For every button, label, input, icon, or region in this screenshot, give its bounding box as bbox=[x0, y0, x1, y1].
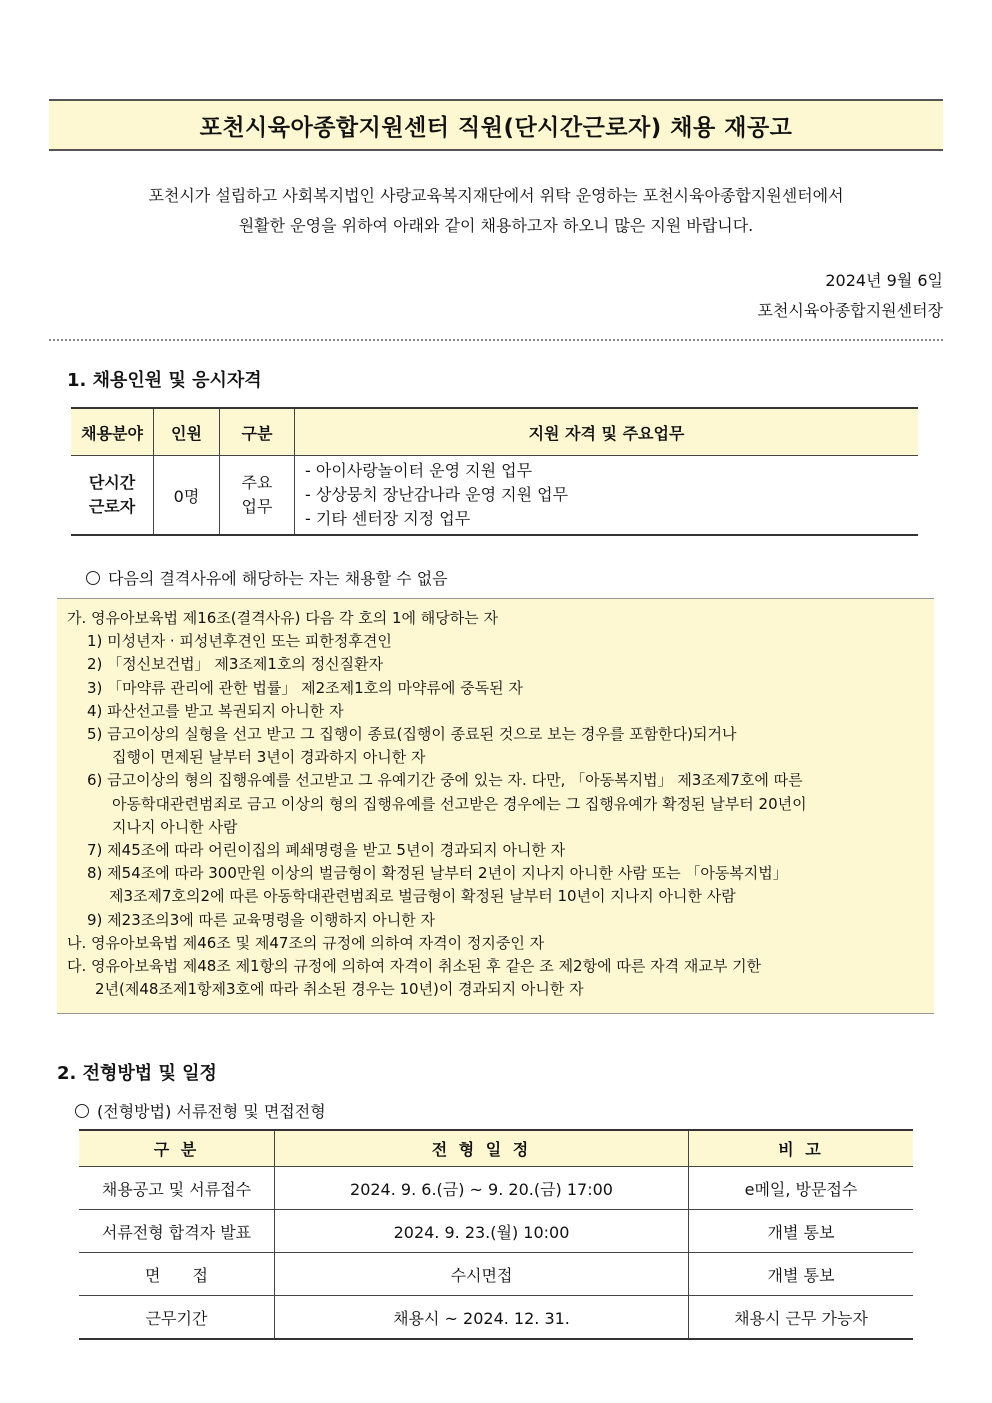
intro-line-1: 포천시가 설립하고 사회복지법인 사랑교육복지재단에서 위탁 운영하는 포천시육아종합지원센터에서 bbox=[148, 186, 844, 205]
selection-method bbox=[75, 1099, 326, 1122]
row-name: 면 접 bbox=[79, 1253, 275, 1296]
header-remarks: 비 고 bbox=[689, 1130, 914, 1167]
recruitment-table-row bbox=[71, 456, 918, 536]
duty-item: - 기타 센터장 지정 업무 bbox=[305, 509, 471, 528]
header-field: 채용분야 bbox=[71, 408, 154, 456]
disq-line: 나. 영유아보육법 제46조 및 제47조의 규정에 의하여 자격이 정지중인 자 bbox=[67, 933, 545, 952]
page-title bbox=[49, 99, 943, 151]
intro-line-2: 원활한 운영을 위하여 아래와 같이 채용하고자 하오니 많은 지원 바랍니다. bbox=[238, 216, 754, 235]
schedule-table-header bbox=[79, 1130, 913, 1167]
disq-line: 제3조제7호의2에 따른 아동학대관련범죄로 벌금형이 확정된 날부터 10년이 지나지 아니한 사람 bbox=[109, 887, 736, 906]
header-schedule: 전 형 일 정 bbox=[275, 1130, 689, 1167]
duty-item: - 아이사랑놀이터 운영 지원 업무 bbox=[305, 461, 533, 480]
disq-line: 아동학대관련범죄로 금고 이상의 형의 집행유예를 선고받은 경우에는 그 집행유예가 확정된 날부터 20년이 bbox=[112, 794, 807, 813]
dotted-divider bbox=[49, 339, 943, 341]
table-row bbox=[79, 1296, 913, 1340]
circle-bullet-icon bbox=[86, 571, 100, 585]
row-note: 채용시 근무 가능자 bbox=[689, 1296, 914, 1340]
disq-line: 다. 영유아보육법 제48조 제1항의 규정에 의하여 자격이 취소된 후 같은 조 제2항에 따른 자격 재교부 기한 bbox=[67, 957, 762, 976]
header-division: 구 분 bbox=[79, 1130, 275, 1167]
field-cell bbox=[71, 456, 154, 536]
intro-paragraph bbox=[49, 181, 943, 241]
disq-line: 2) 「정신보건법」 제3조제1호의 정신질환자 bbox=[87, 655, 384, 674]
row-name: 채용공고 및 서류접수 bbox=[79, 1167, 275, 1210]
disq-line: 8) 제54조에 따라 300만원 이상의 벌금형이 확정된 날부터 2년이 지나지 아니한 사람 또는 「아동복지법」 bbox=[87, 864, 788, 883]
section1-heading: 1. 채용인원 및 응시자격 bbox=[67, 370, 262, 391]
disq-line: 3) 「마약류 관리에 관한 법률」 제2조제1호의 마약류에 중독된 자 bbox=[87, 678, 523, 697]
category-cell bbox=[220, 456, 295, 536]
row-schedule: 2024. 9. 6.(금) ~ 9. 20.(금) 17:00 bbox=[275, 1167, 689, 1210]
row-schedule: 수시면접 bbox=[275, 1253, 689, 1296]
disqualification-note bbox=[86, 566, 448, 589]
disq-line: 집행이 면제된 날부터 3년이 경과하지 아니한 자 bbox=[112, 748, 426, 767]
table-row bbox=[79, 1167, 913, 1210]
row-note: e메일, 방문접수 bbox=[689, 1167, 914, 1210]
row-note: 개별 통보 bbox=[689, 1253, 914, 1296]
disq-line: 가. 영유아보육법 제16조(결격사유) 다음 각 호의 1에 해당하는 자 bbox=[67, 609, 499, 627]
table-row bbox=[79, 1210, 913, 1253]
table-row bbox=[79, 1253, 913, 1296]
page-title-text: 포천시육아종합지원센터 직원(단시간근로자) 채용 재공고 bbox=[199, 114, 793, 141]
field-line-1: 단시간 bbox=[88, 473, 136, 492]
disq-line: 2년(제48조제1항제3호에 따라 취소된 경우는 10년)이 경과되지 아니한 자 bbox=[95, 980, 584, 999]
disq-line: 4) 파산선고를 받고 복권되지 아니한 자 bbox=[87, 701, 344, 720]
duty-item: - 상상뭉치 장난감나라 운영 지원 업무 bbox=[305, 485, 569, 504]
row-schedule: 채용시 ~ 2024. 12. 31. bbox=[275, 1296, 689, 1340]
recruitment-table bbox=[71, 407, 918, 536]
disq-line: 지나지 아니한 사람 bbox=[112, 817, 238, 836]
row-name: 서류전형 합격자 발표 bbox=[79, 1210, 275, 1253]
count-cell: 0명 bbox=[154, 456, 220, 536]
category-line-1: 주요 bbox=[241, 473, 273, 492]
row-name: 근무기간 bbox=[79, 1296, 275, 1340]
header-category: 구분 bbox=[220, 408, 295, 456]
disq-line: 5) 금고이상의 실형을 선고 받고 그 집행이 종료(집행이 종료된 것으로 보는 경우를 포함한다)되거나 bbox=[87, 725, 737, 744]
schedule-table bbox=[79, 1129, 913, 1340]
disqualification-note-text: 다음의 결격사유에 해당하는 자는 채용할 수 없음 bbox=[108, 569, 448, 588]
category-line-2: 업무 bbox=[241, 497, 273, 516]
disq-line: 7) 제45조에 따라 어린이집의 폐쇄명령을 받고 5년이 경과되지 아니한 자 bbox=[87, 841, 566, 860]
disq-line: 1) 미성년자 · 피성년후견인 또는 피한정후견인 bbox=[87, 632, 392, 651]
header-count: 인원 bbox=[154, 408, 220, 456]
row-note: 개별 통보 bbox=[689, 1210, 914, 1253]
disqualification-box bbox=[57, 598, 934, 1014]
recruitment-table-header bbox=[71, 408, 918, 456]
announcement-date: 2024년 9월 6일 bbox=[825, 271, 943, 290]
header-qualifications: 지원 자격 및 주요업무 bbox=[295, 408, 919, 456]
section2-heading: 2. 전형방법 및 일정 bbox=[57, 1063, 217, 1084]
circle-bullet-icon bbox=[75, 1104, 89, 1118]
disq-line: 9) 제23조의3에 따른 교육명령을 이행하지 아니한 자 bbox=[87, 910, 435, 929]
duties-cell bbox=[295, 456, 919, 536]
issuer-name: 포천시육아종합지원센터장 bbox=[757, 301, 943, 320]
disq-line: 6) 금고이상의 형의 집행유예를 선고받고 그 유예기간 중에 있는 자. 다만, 「아동복지법」 제3조제7호에 따른 bbox=[87, 771, 803, 790]
row-schedule: 2024. 9. 23.(월) 10:00 bbox=[275, 1210, 689, 1253]
selection-method-text: (전형방법) 서류전형 및 면접전형 bbox=[97, 1102, 326, 1121]
date-block bbox=[758, 266, 943, 326]
field-line-2: 근로자 bbox=[88, 497, 136, 516]
